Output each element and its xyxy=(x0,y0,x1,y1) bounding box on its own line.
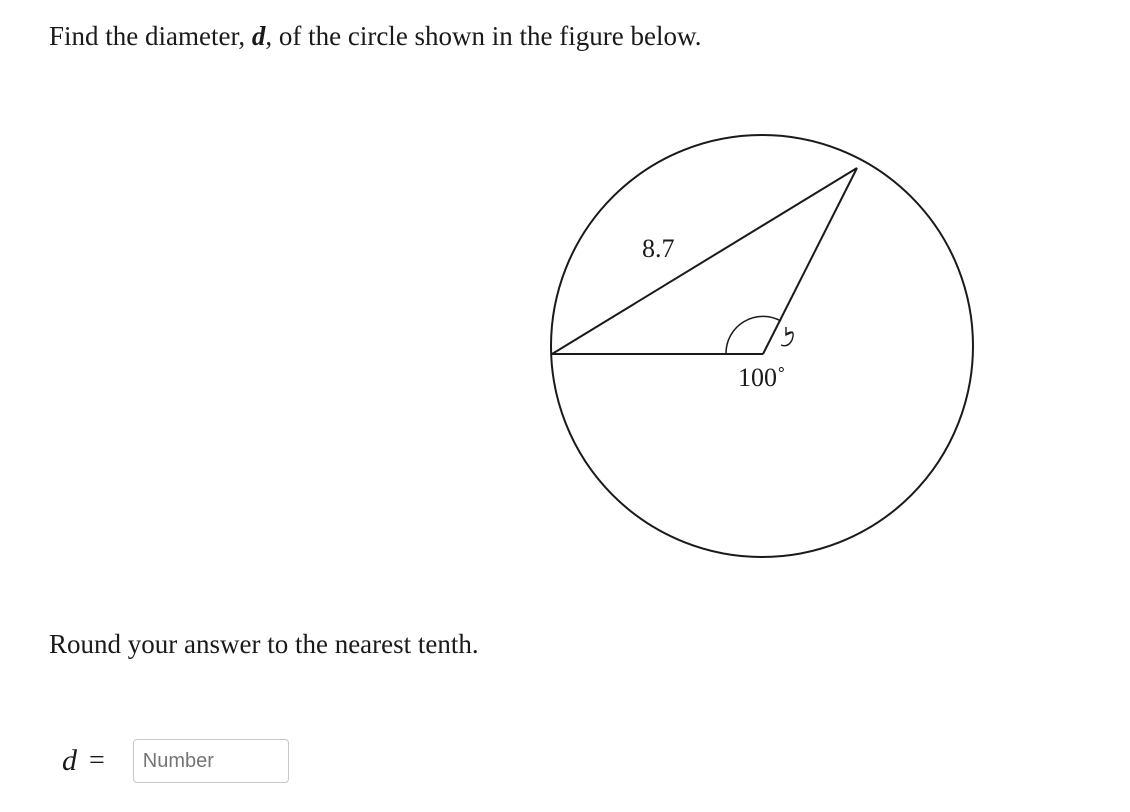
circle xyxy=(551,135,973,557)
chord-length-label: 8.7 xyxy=(642,234,675,263)
rounding-instruction: Round your answer to the nearest tenth. xyxy=(49,629,479,659)
chord-line xyxy=(552,168,857,354)
circle-diagram xyxy=(540,130,990,580)
angle-arrow-head xyxy=(786,327,793,335)
question-text-start: Find the diameter, xyxy=(49,21,252,51)
question-text-end: , of the circle shown in the figure below. xyxy=(265,21,702,51)
answer-variable: d xyxy=(62,744,77,777)
question-text xyxy=(49,18,702,54)
equals-sign: = xyxy=(89,745,105,776)
circle-figure xyxy=(540,130,990,580)
answer-row xyxy=(62,738,289,784)
central-angle-label: 100˚ xyxy=(738,363,786,392)
diameter-answer-input[interactable] xyxy=(133,739,289,783)
question-variable: d xyxy=(251,21,266,51)
